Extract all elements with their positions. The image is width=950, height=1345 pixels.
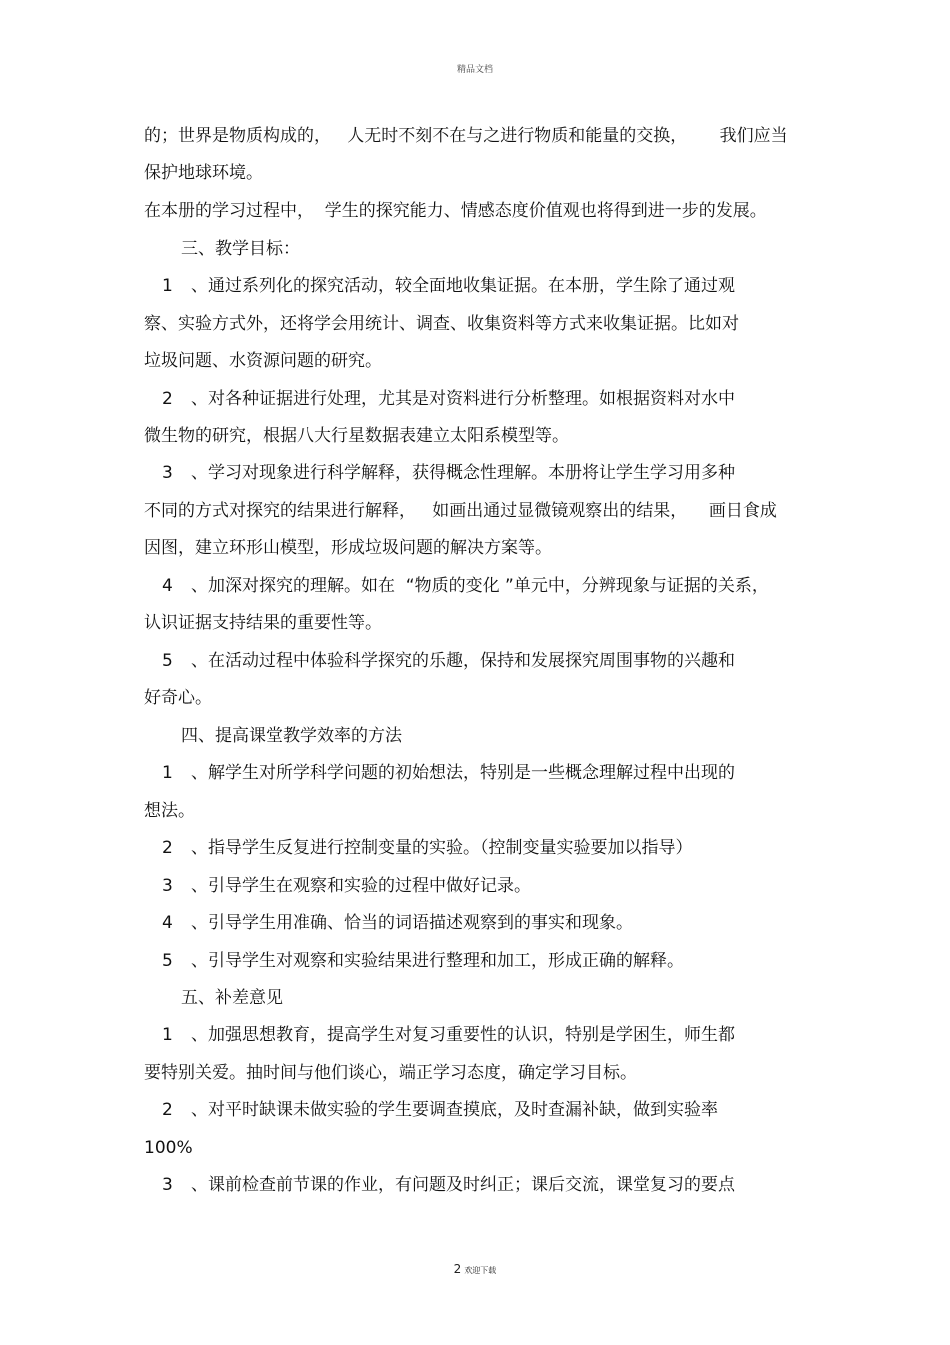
text-line: 认识证据支持结果的重要性等。 <box>144 613 382 633</box>
item-number: 2 <box>162 1100 173 1120</box>
text-line: 、引导学生对观察和实验结果进行整理和加工，形成正确的解释。 <box>191 951 684 971</box>
item-number: 3 <box>162 876 173 896</box>
page-header: 精品文档 <box>456 65 493 75</box>
text-line: 因图，建立环形山模型，形成垃圾问题的解决方案等。 <box>144 538 552 558</box>
text-line: 垃圾问题、水资源问题的研究。 <box>144 351 382 371</box>
text-line: 100% <box>144 1138 193 1158</box>
text-line: 微生物的研究，根据八大行星数据表建立太阳系模型等。 <box>144 426 569 446</box>
text-line: 、引导学生在观察和实验的过程中做好记录。 <box>191 876 531 896</box>
item-number: 1 <box>162 763 173 783</box>
item-number: 2 <box>162 838 173 858</box>
text-line: 、加强思想教育，提高学生对复习重要性的认识，特别是学困生，师生都 <box>191 1025 735 1045</box>
text-line: 、通过系列化的探究活动，较全面地收集证据。在本册，学生除了通过观 <box>191 276 735 296</box>
text-line: 、加深对探究的理解。如在 “物质的变化 ”单元中，分辨现象与证据的关系， <box>191 576 769 596</box>
item-number: 4 <box>162 576 173 596</box>
text-line: 、学习对现象进行科学解释，获得概念性理解。本册将让学生学习用多种 <box>191 463 735 483</box>
section-heading: 三、教学目标： <box>181 239 300 259</box>
page-number: 2 <box>453 1262 462 1276</box>
text-line: 、在活动过程中体验科学探究的乐趣，保持和发展探究周围事物的兴趣和 <box>191 651 735 671</box>
item-number: 4 <box>162 913 173 933</box>
item-number: 1 <box>162 276 173 296</box>
section-heading: 四、提高课堂教学效率的方法 <box>181 726 402 746</box>
text-line: 、引导学生用准确、恰当的词语描述观察到的事实和现象。 <box>191 913 633 933</box>
item-number: 3 <box>162 463 173 483</box>
footer-text: 欢迎下载 <box>464 1266 497 1275</box>
item-number: 5 <box>162 951 173 971</box>
item-number: 1 <box>162 1025 173 1045</box>
text-line: 的；世界是物质构成的， 人无时不刻不在与之进行物质和能量的交换， 我们应当 <box>144 126 788 146</box>
text-line: 好奇心。 <box>144 688 212 708</box>
section-heading: 五、补差意见 <box>181 988 283 1008</box>
item-number: 5 <box>162 651 173 671</box>
page-footer <box>0 1262 950 1276</box>
item-number: 2 <box>162 389 173 409</box>
text-line: 在本册的学习过程中， 学生的探究能力、情感态度价值观也将得到进一步的发展。 <box>144 201 767 221</box>
text-line: 、对各种证据进行处理，尤其是对资料进行分析整理。如根据资料对水中 <box>191 389 735 409</box>
text-line: 察、实验方式外，还将学会用统计、调查、收集资料等方式来收集证据。比如对 <box>144 314 739 334</box>
text-line: 不同的方式对探究的结果进行解释， 如画出通过显微镜观察出的结果， 画日食成 <box>144 501 777 521</box>
item-number: 3 <box>162 1175 173 1195</box>
text-line: 、指导学生反复进行控制变量的实验。（控制变量实验要加以指导） <box>191 838 693 858</box>
text-line: 要特别关爱。抽时间与他们谈心，端正学习态度，确定学习目标。 <box>144 1063 637 1083</box>
text-line: 、对平时缺课未做实验的学生要调查摸底，及时查漏补缺，做到实验率 <box>191 1100 718 1120</box>
text-line: 、解学生对所学科学问题的初始想法，特别是一些概念理解过程中出现的 <box>191 763 735 783</box>
text-line: 想法。 <box>144 801 195 821</box>
text-line: 保护地球环境。 <box>144 163 263 183</box>
text-line: 、课前检查前节课的作业，有问题及时纠正；课后交流，课堂复习的要点 <box>191 1175 735 1195</box>
